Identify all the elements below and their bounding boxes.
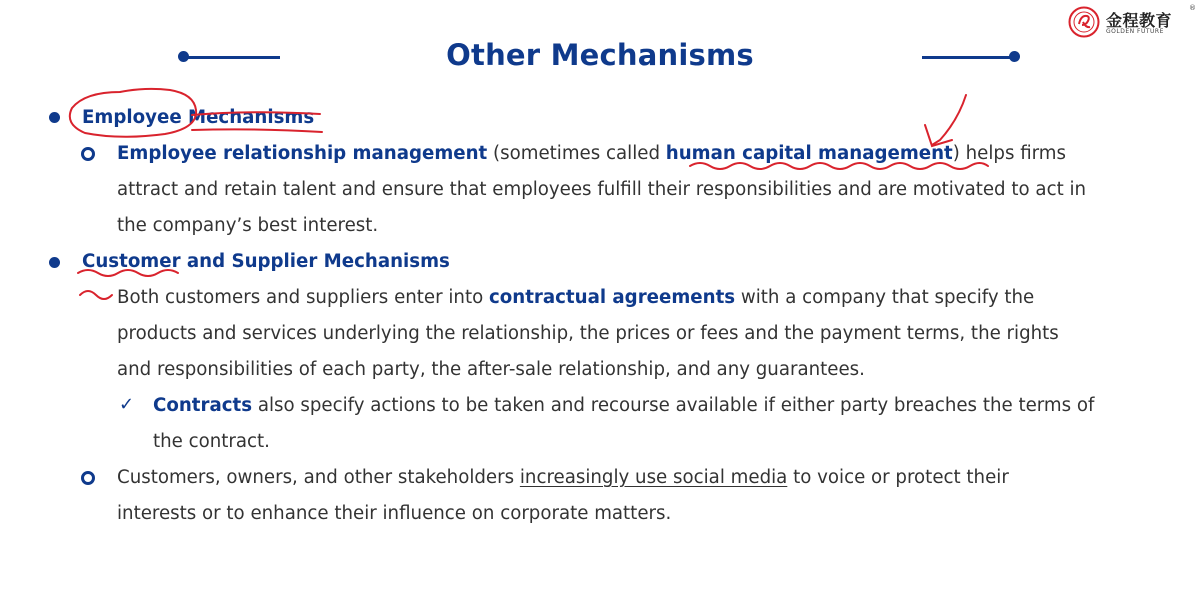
term-employee-relationship-management: Employee relationship management xyxy=(117,143,488,164)
text-segment: to voice or protect their xyxy=(787,467,1009,488)
arrow-annotation xyxy=(932,95,966,145)
social-media-item-line-2: interests or to enhance their influence on corporate matters. xyxy=(117,503,672,524)
logo-english-name: GOLDEN FUTURE xyxy=(1106,28,1164,35)
text-segment: Customers, owners, and other stakeholders xyxy=(117,467,520,488)
text-segment: (sometimes called xyxy=(487,143,666,164)
term-contracts: Contracts xyxy=(153,395,253,416)
contracts-sub-line-1 xyxy=(153,394,1094,418)
underlined-phrase: increasingly use social media xyxy=(519,467,788,488)
bullet-dot-icon xyxy=(49,257,60,268)
customer-item-line-3: and responsibilities of each party, the after-sale relationship, and any guarantees. xyxy=(117,359,865,380)
slide-title: Other Mechanisms xyxy=(446,38,754,72)
text-segment: Both customers and suppliers enter into xyxy=(117,287,489,308)
logo-seal-icon xyxy=(1068,6,1100,38)
brand-logo xyxy=(1068,4,1198,38)
social-media-item-line-1 xyxy=(117,466,1009,490)
employee-item-line-1 xyxy=(117,142,1066,166)
checkmark-icon: ✓ xyxy=(119,394,135,415)
text-segment: ) helps firms xyxy=(952,143,1067,164)
customer-item-line-1 xyxy=(117,286,1034,310)
bullet-ring-icon xyxy=(81,147,95,161)
section-heading-employee: Employee Mechanisms xyxy=(82,107,315,128)
employee-item-line-2: attract and retain talent and ensure that employees fulfill their responsibilities and are motivated to act in xyxy=(117,179,1087,200)
bullet-dot-icon xyxy=(49,112,60,123)
employee-item-line-3: the company’s best interest. xyxy=(117,215,379,236)
section-heading-customer: Customer and Supplier Mechanisms xyxy=(82,251,450,272)
term-human-capital-management: human capital management xyxy=(665,143,953,164)
text-segment: with a company that specify the xyxy=(735,287,1035,308)
text-segment: also specify actions to be taken and recourse available if either party breaches the terms of xyxy=(252,395,1095,416)
title-right-rule xyxy=(922,56,1014,59)
logo-registered-mark: ® xyxy=(1189,4,1196,12)
contracts-sub-line-2: the contract. xyxy=(153,431,270,452)
title-right-dot xyxy=(1009,51,1020,62)
wave-mark-annotation xyxy=(80,291,112,299)
term-contractual-agreements: contractual agreements xyxy=(488,287,736,308)
bullet-ring-icon xyxy=(81,471,95,485)
customer-item-line-2: products and services underlying the relationship, the prices or fees and the payment terms, the rights xyxy=(117,323,1059,344)
logo-chinese-name: 金程教育 xyxy=(1106,11,1173,30)
